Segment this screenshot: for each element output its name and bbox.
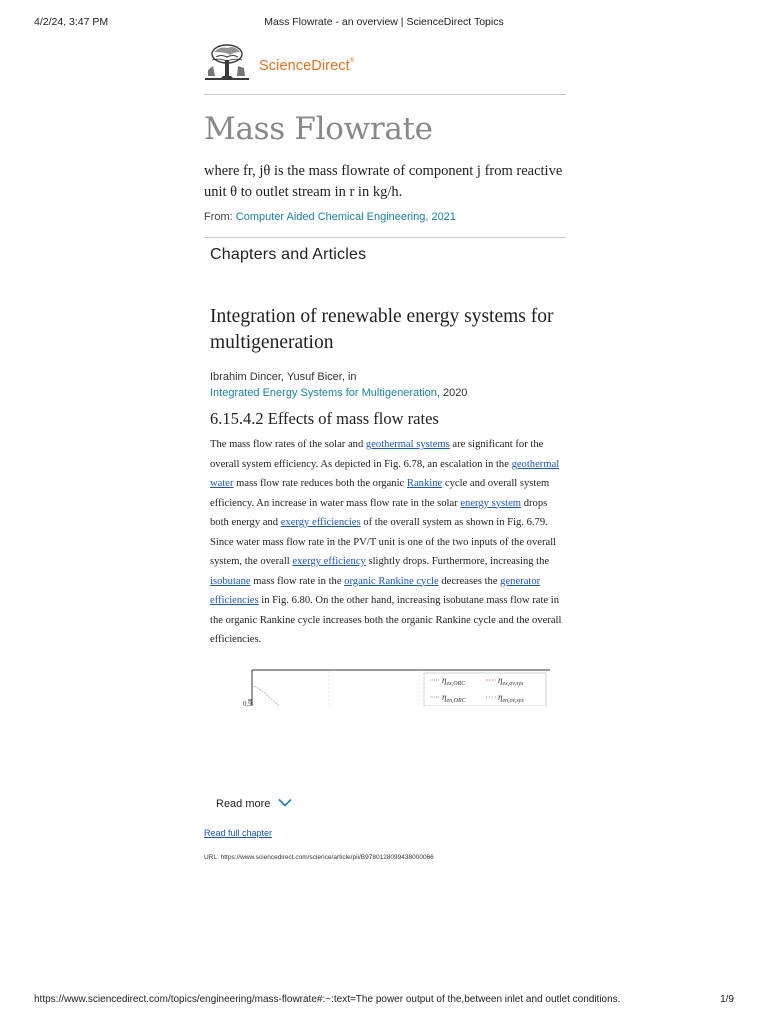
term-link-geothermal-systems[interactable]: geothermal systems: [365, 439, 450, 450]
divider: [204, 237, 566, 238]
article-excerpt: The mass flow rates of the solar and geothermal systems are significant for the overall system efficiency. As depicted in Fig. 6.78, an escalation in the geothermal water mass flow rate reduces both the organic Rankine cycle and overall system efficiency. An increase in water mass flow rate in the solar energy system drops both energy and exergy efficiencies of the overall system as shown in Fig. 6.79. Since water mass flow rate in the PV/T unit is one of the two inputs of the overall system, the overall exergy efficiency slightly drops. Furthermore, increasing the isobutane mass flow rate in the organic Rankine cycle decreases the generator efficiencies in Fig. 6.80. On the other hand, increasing isobutane mass flow rate in the organic Rankine cycle increases both the organic Rankine cycle and the overall efficiencies.: [210, 439, 562, 645]
print-footer: [34, 994, 734, 1008]
definition-source-link[interactable]: Computer Aided Chemical Engineering, 2021: [235, 211, 456, 223]
print-url: https://www.sciencedirect.com/topics/engineering/mass-flowrate#:~:text=The power output of the,between inlet and outlet conditions.: [34, 994, 621, 1005]
article-source: Integrated Energy Systems for Multigeneration, 2020: [210, 387, 468, 399]
topic-page: [204, 44, 566, 861]
figure-preview-graphic: [234, 666, 550, 706]
print-date: 4/2/24, 3:47 PM: [34, 16, 109, 28]
definition-source: From: Computer Aided Chemical Engineering, 2021: [204, 211, 456, 223]
term-link-exergy-efficiency[interactable]: exergy efficiency: [292, 556, 366, 567]
print-page-number: 1/9: [720, 994, 734, 1005]
read-more-button[interactable]: [216, 798, 562, 810]
divider: [204, 94, 566, 95]
term-link-isobutane[interactable]: isobutane: [210, 575, 251, 587]
term-link-generator-efficiencies[interactable]: generator efficiencies: [210, 575, 541, 606]
svg-text:ηex,ORC: $\eta_{ex,ORC}$: [442, 674, 466, 687]
figure-preview[interactable]: [234, 666, 550, 706]
topic-definition: where fr, jθ is the mass flowrate of component j from reactive unit θ to outlet stream in r in kg/h.: [204, 163, 563, 200]
article-title[interactable]: Integration of renewable energy systems for multigeneration: [210, 306, 554, 353]
term-link-organic-rankine-cycle[interactable]: organic Rankine cycle: [344, 575, 439, 587]
term-link-energy-system[interactable]: energy system: [460, 497, 522, 509]
chevron-down-icon: [278, 798, 292, 810]
article-subheading: 6.15.4.2 Effects of mass flow rates: [210, 409, 439, 428]
read-more-label: Read more: [216, 797, 271, 810]
term-link-rankine[interactable]: Rankine: [406, 478, 443, 489]
read-full-chapter: [204, 828, 566, 838]
print-header: [34, 16, 734, 30]
term-link-exergy-efficiencies[interactable]: exergy efficiencies: [280, 517, 361, 528]
read-full-chapter-link[interactable]: Read full chapter: [204, 827, 273, 838]
sciencedirect-logo[interactable]: [204, 44, 566, 84]
elsevier-tree-icon: [204, 44, 250, 82]
y-tick-label: 0.9: [243, 699, 252, 706]
sciencedirect-wordmark: ScienceDirect®: [259, 58, 355, 74]
svg-text:ηen,ORC: $\eta_{en,ORC}$: [442, 691, 466, 704]
term-link-geothermal-water[interactable]: geothermal water: [210, 458, 560, 489]
page-title: Mass Flowrate: [204, 111, 433, 147]
article-authors: Ibrahim Dincer, Yusuf Bicer, in: [210, 371, 357, 383]
section-heading: Chapters and Articles: [210, 246, 367, 263]
article-card: [210, 304, 562, 810]
article-url: URL: https://www.sciencedirect.com/science/article/pii/B9780128099438000066: [204, 853, 434, 861]
svg-text:ηen,ov,sys: $\eta_{en,ov,sys}$: [498, 691, 524, 704]
book-title-link[interactable]: Integrated Energy Systems for Multigeneration: [210, 387, 437, 399]
print-page-title: Mass Flowrate - an overview | ScienceDirect Topics: [264, 16, 504, 28]
svg-text:ηex,ov,sys: $\eta_{ex,ov,sys}$: [498, 674, 524, 687]
